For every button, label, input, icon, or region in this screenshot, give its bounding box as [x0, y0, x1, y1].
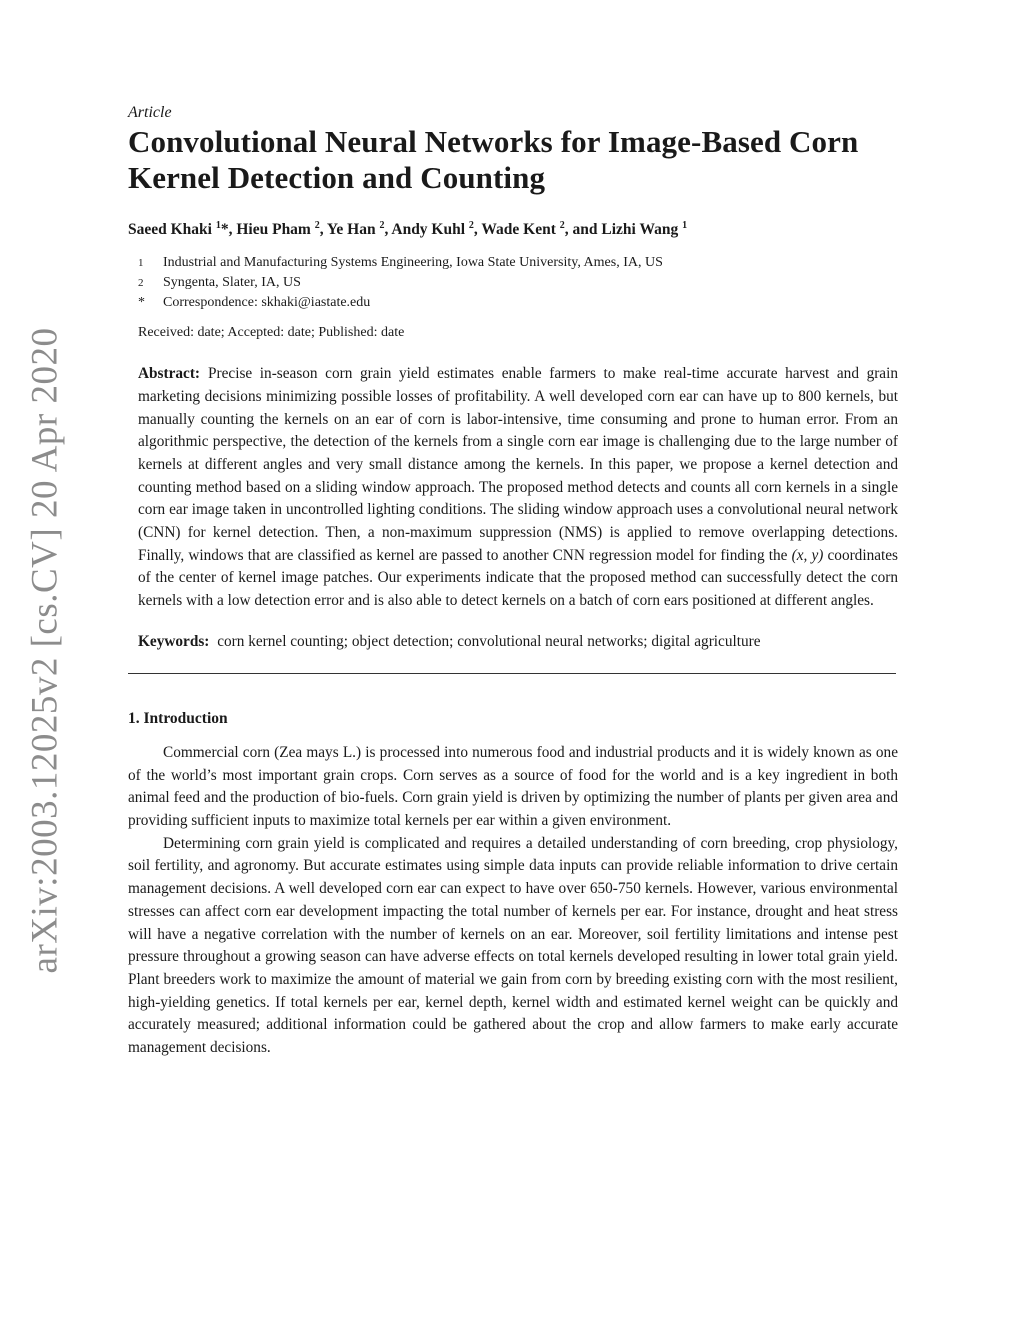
affiliation-list: [138, 253, 898, 313]
author-name: Wade Kent: [481, 221, 556, 239]
abstract-text: Precise in-season corn grain yield estimates enable farmers to make real-time accurate harvest and grain marketing decisions minimizing possible losses of profitability. A well developed corn ear can have up to 800 kernels, but manually counting the kernels on an ear of corn is labor-intensive, time consuming and prone to human error. From an algorithmic perspective, the detection of the kernels from a single corn ear image is challenging due to the large number of kernels at different angles and very small distance among the kernels. In this paper, we propose a kernel detection and counting method based on a sliding window approach. The proposed method detects and counts all corn kernels in a single corn ear image taken in uncontrolled lighting conditions. The sliding window approach uses a convolutional neural network (CNN) for kernel detection. Then, a non-maximum suppression (NMS) is applied to remove overlapping detections. Finally, windows that are classified as kernel are passed to another CNN regression model for finding the: [138, 365, 898, 564]
math-inline: (x, y): [791, 546, 824, 564]
abstract-block: [138, 363, 898, 613]
affiliation-mark: 2: [138, 277, 144, 290]
author-affiliation-mark: 1: [215, 220, 221, 231]
author-separator: ,: [473, 221, 482, 239]
author-list: [128, 220, 898, 239]
author-separator: ,: [319, 221, 327, 239]
section-heading-introduction: 1. Introduction: [128, 709, 228, 727]
author-separator: ,: [384, 221, 392, 239]
keywords-text: corn kernel counting; object detection; convolutional neural networks; digital agriculture: [217, 632, 761, 650]
paper-title: Convolutional Neural Networks for Image-Based Corn Kernel Detection and Counting: [128, 124, 859, 195]
author-name: Saeed Khaki: [128, 221, 212, 239]
keywords-label: Keywords:: [138, 632, 210, 650]
correspondence-text: Correspondence: skhaki@iastate.edu: [163, 295, 371, 311]
affiliation-item: [138, 253, 898, 273]
author-separator: , and: [564, 221, 602, 239]
arxiv-identifier: arXiv:2003.12025v2 [cs.CV] 20 Apr 2020: [24, 327, 66, 973]
affiliation-mark: 1: [138, 257, 144, 270]
affiliation-mark: *: [138, 295, 145, 311]
author-affiliation-mark: 2: [379, 220, 385, 231]
publication-dates: Received: date; Accepted: date; Published: date: [138, 325, 405, 341]
author-affiliation-mark: 1: [682, 220, 688, 231]
affiliation-item: [138, 273, 898, 293]
body-paragraph: Commercial corn (Zea mays L.) is processed into numerous food and industrial products and it is widely known as one of the world’s most important grain crops. Corn serves as a source of food for the world and is a key ingredient in both animal feed and the production of bio-fuels. Corn grain yield is driven by optimizing the number of plants per given area and providing sufficient inputs to maximize total kernels per ear within a given environment.: [128, 743, 898, 829]
affiliation-text: Syngenta, Slater, IA, US: [163, 275, 301, 291]
abstract-label: Abstract:: [138, 365, 201, 383]
arxiv-sidebar-stamp: [20, 327, 70, 973]
correspondence-item: [138, 293, 898, 313]
abstract-text-continued: coordinates of the center of kernel image patches. Our experiments indicate that the proposed method can successfully detect the corn kernels with a low detection error and is also able to detect kernels on a batch of corn ears positioned at different angles.: [138, 546, 899, 610]
keywords-block: [138, 633, 898, 651]
article-type-label: Article: [128, 104, 172, 121]
author-affiliation-mark: 2: [559, 220, 565, 231]
author-name: Ye Han: [326, 221, 376, 239]
body-paragraph: Determining corn grain yield is complicated and requires a detailed understanding of corn breeding, crop physiology, soil fertility, and agronomy. But accurate estimates using simple data inputs can provide reliable information to drive certain management decisions. A well developed corn ear can expect to have over 650-750 kernels. However, various environmental stresses can affect corn ear development impacting the total number of kernels per ear. For instance, drought and heat stress will have a negative correlation with the number of kernels on an ear. Moreover, soil fertility limitations and intense pest pressure throughout a growing season can have adverse effects on total kernels developed resulting in lower total grain yield. Plant breeders work to maximize the amount of material we gain from corn by breeding existing corn with the most resilient, high-yielding genetics. If total kernels per ear, kernel depth, kernel width and estimated kernel weight can be quickly and accurately measured; additional information could be gathered about the crop and allow farmers to make early accurate management decisions.: [128, 834, 898, 1057]
author-affiliation-mark: 2: [314, 220, 320, 231]
author-name: Andy Kuhl: [391, 221, 466, 239]
affiliation-text: Industrial and Manufacturing Systems Engineering, Iowa State University, Ames, IA, US: [163, 255, 663, 271]
paper-first-page: [128, 104, 898, 1060]
author-name: Hieu Pham: [236, 221, 311, 239]
author-name: Lizhi Wang: [601, 221, 679, 239]
section-divider: [128, 673, 896, 674]
author-separator: *,: [220, 221, 237, 239]
author-affiliation-mark: 2: [468, 220, 474, 231]
